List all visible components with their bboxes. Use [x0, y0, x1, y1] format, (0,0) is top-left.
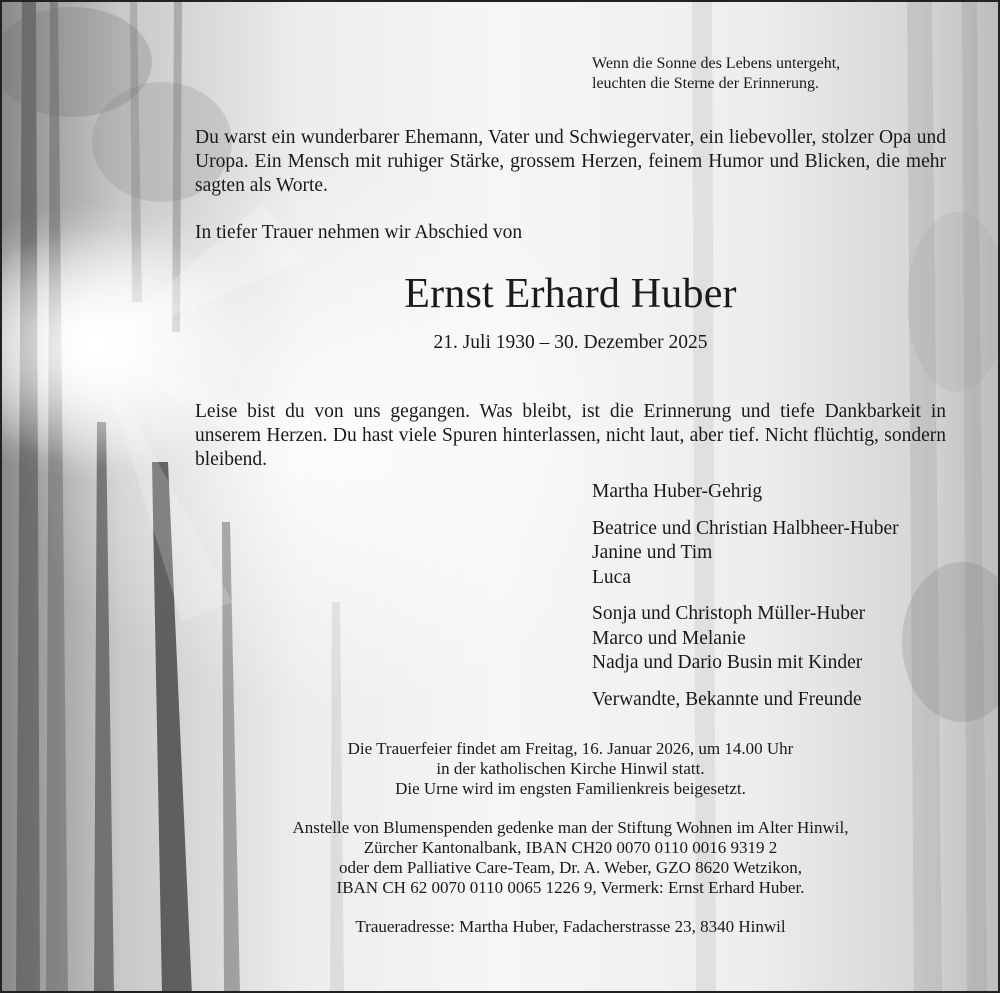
tribute-paragraph: Du warst ein wunderbarer Ehemann, Vater und Schwiegervater, ein liebevoller, stolzer Opa und Uropa. Ein Mensch mit ruhiger Stärke, grossem Herzen, feinem Humor und Blicken, die mehr sagten als Worte.: [195, 127, 946, 196]
ceremony-line: Die Urne wird im engsten Familienkreis beigesetzt.: [395, 779, 746, 798]
mourner-group: [592, 517, 972, 591]
mourner-line: Beatrice und Christian Halbheer-Huber: [592, 517, 899, 539]
deceased-name: Ernst Erhard Huber: [404, 271, 737, 317]
mourner-line: Nadja und Dario Busin mit Kinder: [592, 652, 863, 673]
motto-line-2: leuchten die Sterne der Erinnerung.: [592, 75, 820, 92]
remembrance-paragraph: Leise bist du von uns gegangen. Was bleibt, ist die Erinnerung und tiefe Dankbarkeit in unserem Herzen. Du hast viele Spuren hinterlassen, nicht laut, aber tief. Nicht flüchtig, sondern bleibend.: [195, 401, 946, 470]
address-line: Traueradresse: Martha Huber, Fadacherstrasse 23, 8340 Hinwil: [355, 917, 786, 936]
mourner-line: Martha Huber-Gehrig: [592, 481, 763, 502]
farewell-intro: In tiefer Trauer nehmen wir Abschied von: [195, 222, 523, 243]
donation-line: Zürcher Kantonalbank, IBAN CH20 0070 0110 0016 9319 2: [363, 838, 778, 857]
mourner-line: Janine und Tim: [592, 542, 713, 563]
mourners-list: [592, 480, 972, 724]
donations-notice: [195, 818, 946, 898]
ceremony-notice: [195, 739, 946, 799]
mourner-line: Verwandte, Bekannte und Freunde: [592, 688, 862, 710]
donation-line: oder dem Palliative Care-Team, Dr. A. Weber, GZO 8620 Wetzikon,: [338, 858, 803, 877]
ceremony-line: Die Trauerfeier findet am Freitag, 16. Januar 2026, um 14.00 Uhr: [347, 739, 794, 758]
motto-quote: [592, 54, 932, 94]
mourner-group: [592, 688, 972, 713]
mourner-group: [592, 602, 972, 676]
motto-line-1: Wenn die Sonne des Lebens untergeht,: [592, 55, 841, 72]
ceremony-line: in der katholischen Kirche Hinwil statt.: [436, 759, 705, 778]
mourner-line: Sonja und Christoph Müller-Huber: [592, 603, 866, 624]
mourner-line: Luca: [592, 566, 631, 588]
mourning-address: [195, 917, 946, 937]
mourner-line: Marco und Melanie: [592, 627, 746, 649]
donation-line: IBAN CH 62 0070 0110 0065 1226 9, Vermerk: Ernst Erhard Huber.: [336, 878, 805, 897]
life-dates: 21. Juli 1930 – 30. Dezember 2025: [433, 332, 708, 353]
mourner-group: [592, 480, 972, 505]
donation-line: Anstelle von Blumenspenden gedenke man der Stiftung Wohnen im Alter Hinwil,: [292, 818, 849, 837]
